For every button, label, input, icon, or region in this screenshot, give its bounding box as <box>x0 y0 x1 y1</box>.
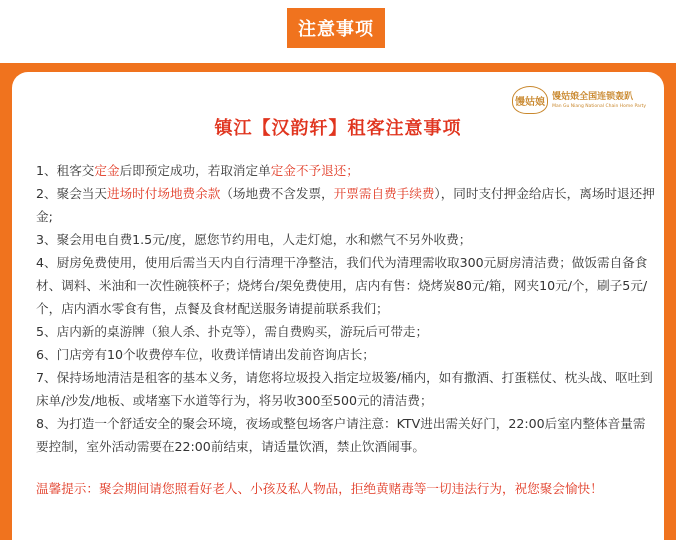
notice-list <box>36 159 656 458</box>
notice-text: ），同时支付押金给店长，离场时退还押金; <box>36 186 655 224</box>
highlight-text: 进场时付场地费余款 <box>106 186 221 201</box>
notice-text: 8、为打造一个舒适安全的聚会环境，夜场或整包场客户请注意：KTV进出需关好门，22:00后室内整体音量需要控制，室外活动需要在22:00前结束，请适量饮酒，禁止饮酒闹事。 <box>36 416 646 454</box>
notice-text: 2、聚会当天 <box>36 186 107 201</box>
notice-card <box>12 72 664 540</box>
warm-reminder: 温馨提示：聚会期间请您照看好老人、小孩及私人物品，拒绝黄赌毒等一切违法行为，祝您聚会愉快！ <box>36 481 603 496</box>
page-title: 镇江【汉韵轩】租客注意事项 <box>214 118 462 139</box>
notice-text: 6、门店旁有10个收费停车位，收费详情请出发前咨询店长； <box>36 347 375 362</box>
brand-logo-text <box>552 91 646 110</box>
notice-text: 4、厨房免费使用，使用后需当天内自行清理干净整洁，我们代为清理需收取300元厨房清洁费；做饭需自备食材、调料、米油和一次性碗筷杯子；烧烤台/架免费使用，店内有售：烧烤炭80元/箱，网夹10元/个，刷子5元/个，店内酒水零食有售，点餐及食材配送服务请提前联系我们； <box>36 255 648 316</box>
highlight-text: 定金 <box>94 163 120 178</box>
brand-logo <box>512 86 646 114</box>
notice-item <box>36 343 656 366</box>
brand-name-en: Man Gu Niang National Chain Home Party <box>552 103 646 109</box>
notice-text: 3、聚会用电自费1.5元/度，愿您节约用电，人走灯熄，水和燃气不另外收费； <box>36 232 472 247</box>
highlight-text: 开票需自费手续费 <box>333 186 435 201</box>
notice-item <box>36 366 656 412</box>
notice-item <box>36 320 656 343</box>
notice-text: （场地费不含发票， <box>220 186 334 201</box>
header-badge: 注意事项 <box>287 8 385 48</box>
notice-item <box>36 251 656 320</box>
notice-item <box>36 159 656 182</box>
notice-item <box>36 182 656 228</box>
highlight-text: 定金不予退还； <box>270 163 359 178</box>
notice-item <box>36 228 656 251</box>
brand-name: 馒姑娘全国连锁轰趴 <box>552 91 634 102</box>
notice-text: 后即预定成功，若取消定单 <box>119 163 271 178</box>
brand-logo-mark: 馒姑娘 <box>512 86 548 114</box>
notice-text: 5、店内新的桌游牌（狼人杀、扑克等），需自费购买，游玩后可带走； <box>36 324 429 339</box>
notice-item <box>36 412 656 458</box>
notice-text: 1、租客交 <box>36 163 95 178</box>
notice-text: 7、保持场地清洁是租客的基本义务，请您将垃圾投入指定垃圾篓/桶内，如有撒酒、打蛋糕仗、枕头战、呕吐到床单/沙发/地板、或堵塞下水道等行为，将另收300至500元的清洁费； <box>36 370 653 408</box>
